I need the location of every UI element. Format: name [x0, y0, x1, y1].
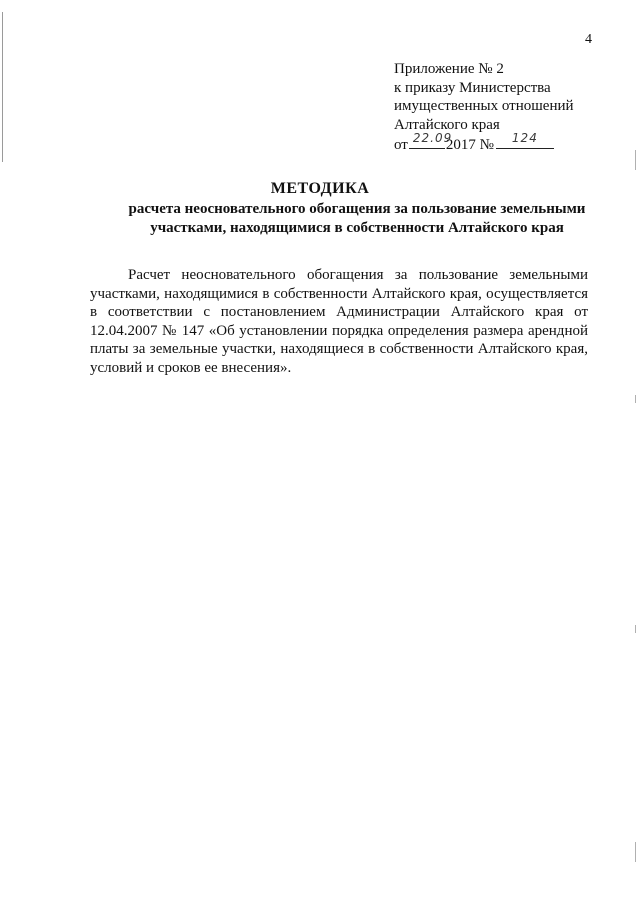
- subtitle-line: расчета неосновательного обогащения за пользование земельными: [128, 201, 586, 217]
- scan-edge-mark: [635, 395, 636, 403]
- number-blank: [496, 130, 554, 149]
- page-number: 4: [585, 32, 592, 47]
- date-prefix: от: [394, 137, 408, 153]
- document-title: МЕТОДИКА: [270, 180, 370, 197]
- scan-edge-mark: [635, 150, 636, 170]
- document-subtitle: [122, 200, 592, 238]
- subtitle-line: участками, находящимися в собственности Алтайского края: [150, 220, 564, 236]
- annex-title: Приложение № 2: [394, 61, 504, 77]
- year-and-number-label: 2017 №: [445, 137, 494, 153]
- scan-edge-mark: [635, 625, 636, 633]
- annex-ministry-line: имущественных отношений: [394, 98, 574, 114]
- annex-date-line: [394, 130, 574, 155]
- scan-edge-mark: [635, 842, 636, 862]
- scan-edge-mark: [2, 12, 3, 162]
- date-blank: [409, 130, 453, 149]
- handwritten-number: 124: [511, 130, 538, 145]
- annex-header: [394, 60, 574, 155]
- annex-order-line: к приказу Министерства: [394, 79, 551, 96]
- annex-region-line: Алтайского края: [394, 116, 500, 133]
- handwritten-date: 22.09: [412, 130, 453, 145]
- body-paragraph: Расчет неосновательного обогащения за пользование земельными участками, находящимися в собственности Алтайского края, осуществляется в соответствии с постановлением Администрации Алтайского края от 12.04.2007 № 147 «Об установлении порядка определения размера арендной платы за земельные участки, находящиеся в собственности Алтайского края, условий и сроков ее внесения».: [90, 267, 588, 376]
